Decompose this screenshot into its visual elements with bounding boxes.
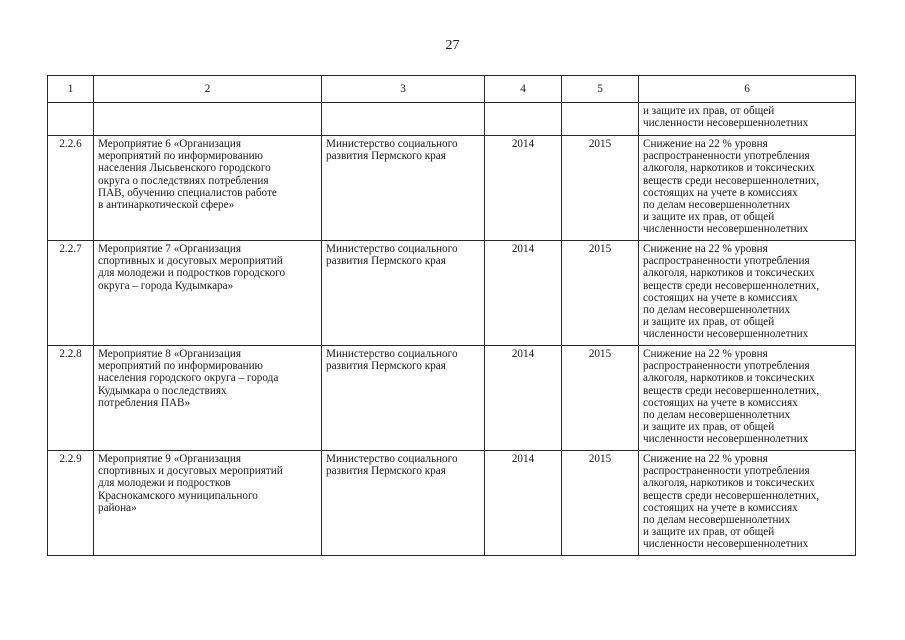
- title-line: Мероприятие 7 «Организация: [98, 243, 241, 255]
- executor-line: развития Пермского края: [326, 360, 446, 373]
- table-row: [48, 451, 856, 556]
- start-year: 2014: [485, 241, 562, 346]
- executor-line: Министерство социального: [326, 138, 458, 150]
- title-line: Мероприятие 8 «Организация: [98, 348, 241, 360]
- result-line: численности несовершеннолетних: [643, 223, 809, 236]
- executor-line: развития Пермского края: [326, 255, 446, 268]
- title-line: мероприятий по информированию: [98, 360, 263, 373]
- executor-line: Министерство социального: [326, 453, 458, 465]
- executor-line: Министерство социального: [326, 348, 458, 360]
- executor: [322, 241, 485, 346]
- continuation-result: [639, 103, 856, 136]
- header-row: [48, 76, 856, 103]
- executor: [322, 451, 485, 556]
- header-cell: 6: [639, 76, 856, 103]
- row-number: 2.2.6: [48, 136, 94, 241]
- title-line: округа – города Кудымкара»: [98, 279, 234, 292]
- result-line: веществ среди несовершеннолетних,: [643, 384, 820, 397]
- result-line: алкоголя, наркотиков и токсических: [643, 162, 815, 175]
- executor-line: Министерство социального: [326, 243, 458, 255]
- title-line: округа о последствиях потребления: [98, 174, 269, 187]
- result-line: Снижение на 22 % уровня: [643, 138, 768, 150]
- row-number: 2.2.8: [48, 346, 94, 451]
- end-year: 2015: [562, 136, 639, 241]
- cell-empty: [322, 103, 485, 136]
- executor: [322, 346, 485, 451]
- executor: [322, 136, 485, 241]
- result-line: распространенности употребления: [643, 150, 810, 163]
- title-line: спортивных и досуговых мероприятий: [98, 255, 283, 268]
- end-year: 2015: [562, 346, 639, 451]
- title-line: населения Лысьвенского городского: [98, 162, 271, 175]
- result-line: распространенности употребления: [643, 255, 810, 268]
- measure-title: [94, 241, 322, 346]
- title-line: района»: [98, 501, 137, 514]
- result-line: алкоголя, наркотиков и токсических: [643, 477, 815, 490]
- result-line: веществ среди несовершеннолетних,: [643, 279, 820, 292]
- title-line: Мероприятие 6 «Организация: [98, 138, 241, 150]
- page-number: 27: [445, 38, 460, 53]
- title-line: спортивных и досуговых мероприятий: [98, 465, 283, 478]
- expected-result: [639, 346, 856, 451]
- cell-empty: [94, 103, 322, 136]
- result-line: и защите их прав, от общей: [643, 211, 775, 224]
- expected-result: [639, 451, 856, 556]
- header-cell: 4: [485, 76, 562, 103]
- row-number: 2.2.7: [48, 241, 94, 346]
- result-line: состоящих на учете в комиссиях: [643, 291, 798, 304]
- result-line: по делам несовершеннолетних: [643, 514, 791, 527]
- result-line: состоящих на учете в комиссиях: [643, 186, 798, 199]
- result-line: веществ среди несовершеннолетних,: [643, 489, 820, 502]
- measures-table: [47, 75, 856, 556]
- title-line: Краснокамского муниципального: [98, 489, 258, 502]
- table-row: [48, 346, 856, 451]
- table-row: [48, 136, 856, 241]
- cell-empty: [485, 103, 562, 136]
- result-line: состоящих на учете в комиссиях: [643, 501, 798, 514]
- result-line: распространенности употребления: [643, 465, 810, 478]
- result-line: и защите их прав, от общей: [643, 526, 775, 539]
- title-line: мероприятий по информированию: [98, 150, 263, 163]
- measure-title: [94, 346, 322, 451]
- table-row: [48, 241, 856, 346]
- result-line: численности несовершеннолетних: [643, 538, 809, 551]
- title-line: Кудымкара о последствиях: [98, 384, 227, 397]
- result-line: распространенности употребления: [643, 360, 810, 373]
- end-year: 2015: [562, 451, 639, 556]
- executor-line: развития Пермского края: [326, 465, 446, 478]
- result-line: по делам несовершеннолетних: [643, 199, 791, 212]
- result-line: Снижение на 22 % уровня: [643, 243, 768, 255]
- header-cell: 2: [94, 76, 322, 103]
- result-line: и защите их прав, от общей: [643, 316, 775, 329]
- result-line: и защите их прав, от общей: [643, 105, 775, 117]
- start-year: 2014: [485, 136, 562, 241]
- start-year: 2014: [485, 346, 562, 451]
- executor-line: развития Пермского края: [326, 150, 446, 163]
- header-cell: 1: [48, 76, 94, 103]
- row-number: 2.2.9: [48, 451, 94, 556]
- header-cell: 5: [562, 76, 639, 103]
- result-line: численности несовершеннолетних: [643, 328, 809, 341]
- result-line: и защите их прав, от общей: [643, 421, 775, 434]
- result-line: состоящих на учете в комиссиях: [643, 396, 798, 409]
- result-line: Снижение на 22 % уровня: [643, 348, 768, 360]
- header-cell: 3: [322, 76, 485, 103]
- expected-result: [639, 241, 856, 346]
- result-line: численности несовершеннолетних: [643, 117, 809, 130]
- title-line: населения городского округа – города: [98, 372, 279, 385]
- result-line: по делам несовершеннолетних: [643, 409, 791, 422]
- result-line: численности несовершеннолетних: [643, 433, 809, 446]
- title-line: для молодежи и подростков: [98, 477, 231, 490]
- expected-result: [639, 136, 856, 241]
- result-line: алкоголя, наркотиков и токсических: [643, 372, 815, 385]
- result-line: алкоголя, наркотиков и токсических: [643, 267, 815, 280]
- result-line: Снижение на 22 % уровня: [643, 453, 768, 465]
- title-line: потребления ПАВ»: [98, 396, 191, 409]
- result-line: веществ среди несовершеннолетних,: [643, 174, 820, 187]
- title-line: Мероприятие 9 «Организация: [98, 453, 241, 465]
- end-year: 2015: [562, 241, 639, 346]
- start-year: 2014: [485, 451, 562, 556]
- title-line: для молодежи и подростков городского: [98, 267, 286, 280]
- title-line: в антинаркотической сфере»: [98, 199, 235, 212]
- measure-title: [94, 136, 322, 241]
- result-line: по делам несовершеннолетних: [643, 304, 791, 317]
- measure-title: [94, 451, 322, 556]
- cell-empty: [562, 103, 639, 136]
- continuation-row: [48, 103, 856, 136]
- cell-empty: [48, 103, 94, 136]
- title-line: ПАВ, обучению специалистов работе: [98, 186, 277, 199]
